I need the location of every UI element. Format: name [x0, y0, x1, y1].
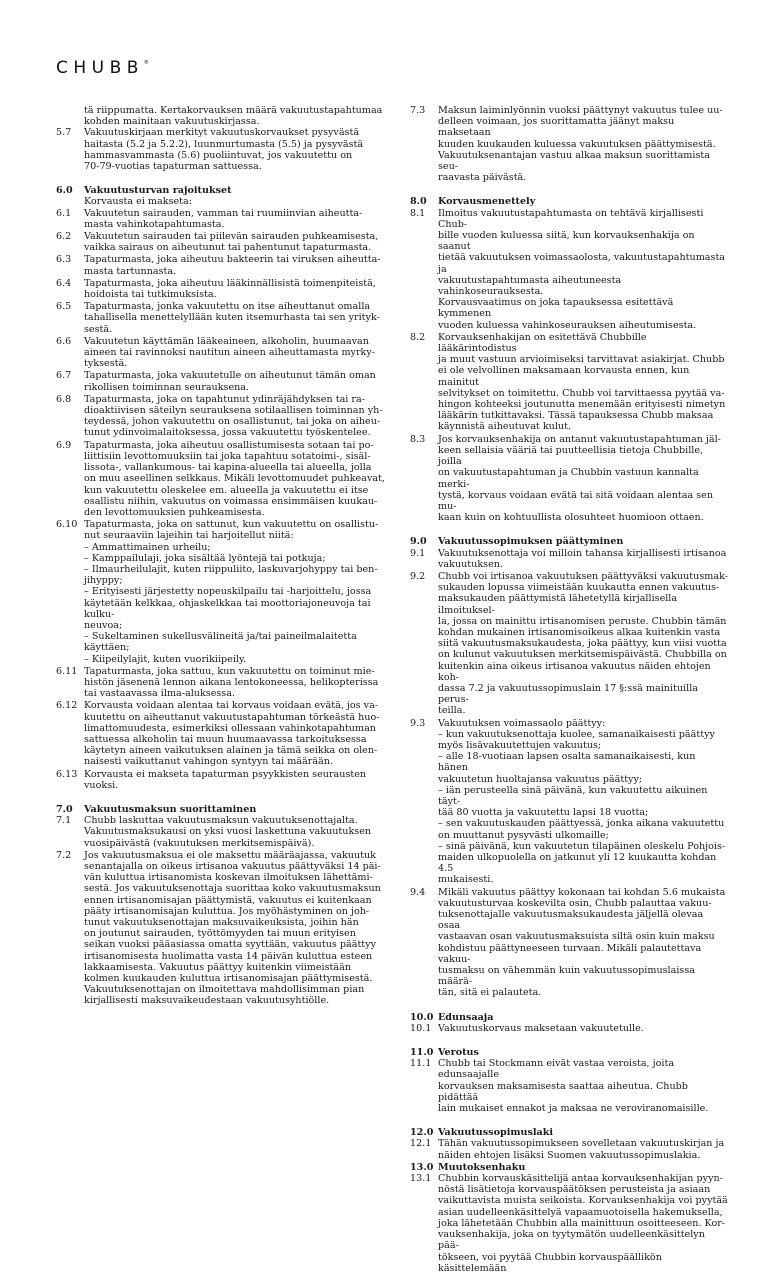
clause-text: Tapaturmasta, joka on tapahtunut ydinräjähdyksen tai ra- dioaktiivisen säteilyn seurauksena sotilaallisen toiminnan yh- teydessä, johon vakuutettu on osallistunut, tai joka on aiheu- tunut ydinvoimalaitoksessa, jossa vakuutettu työskentelee. — [84, 393, 383, 439]
clause-text: Chubbin korvauskäsittelijä antaa korvauksenhakijan pyyn- nöstä lisätietoja korvauspäätöksen perusteista ja asiaan vaikuttavista muista seikoista. Korvauksenhakija voi pyytää asian uudelleenkäsittelyä vapaamuotoisella hakemuksella, joka lähetetään Chubbin alla mainittuun osoitteeseen. Kor- vauksenhakija, joka on tyytymätön uudelleenkäsittelyn pää- tökseen, voi pyytää Chubbin korvauspäällikön käsittelemään — [438, 1173, 728, 1274]
section-number: 10.0 — [410, 1011, 434, 1023]
clause-6-4 — [56, 278, 396, 300]
clause-13-1 — [410, 1173, 728, 1274]
clause-text: Vakuutuskorvaus maksetaan vakuutetulle. — [438, 1022, 644, 1034]
clause-6-10 — [56, 519, 396, 665]
clause-text: Vakuutetun sairauden, vamman tai ruumiinvian aiheutta- masta vahinkotapahtumasta. — [84, 207, 363, 230]
section-number: 7.0 — [56, 803, 73, 815]
clause-number: 6.12 — [56, 700, 78, 712]
section-title: Korvausmenettely — [438, 196, 536, 208]
clause-7-3 — [410, 105, 728, 183]
clause-text: Ilmoitus vakuutustapahtumasta on tehtävä kirjallisesti Chub- bille vuoden kuluessa siitä, kun korvauksenhakija on saanut tietää vakuutuksen voimassaolosta, vakuutustapahtumasta ja vakuutustapahtumasta aiheutuneesta vahinkoseurauksesta. Korvausvaatimus on joka tapauksessa esitettävä kymmenen vuoden kuluessa vahinkoseurauksen aiheutumisesta. — [438, 207, 726, 331]
clause-number: 6.4 — [56, 277, 72, 289]
clause-number: 7.2 — [56, 849, 72, 861]
clause-text: Mikäli vakuutus päättyy kokonaan tai kohdan 5.6 mukaista vakuutusturvaa koskevilta osin, Chubb palauttaa vakuu- tuksenottajalle vakuutusmaksukaudesta jäljellä olevaa osaa vastaavan osan vakuutusmaksuista siltä osin kuin maksu kohdistuu päättyneeseen turvaan. Mikäli palautettava vakuu- tusmaksu on vähemmän kuin vakuutussopimuslaissa määrä- tän, sitä ei palauteta. — [438, 886, 726, 999]
clause-number: 6.1 — [56, 207, 72, 219]
clause-number: 9.4 — [410, 886, 426, 898]
clause-7-1 — [56, 815, 396, 849]
clause-8-3 — [410, 434, 728, 524]
clause-number: 10.1 — [410, 1022, 432, 1034]
section-number: 6.0 — [56, 185, 73, 197]
clause-6-5 — [56, 301, 396, 335]
clause-number: 6.5 — [56, 301, 72, 313]
clause-number: 8.1 — [410, 207, 426, 219]
clause-number: 6.3 — [56, 254, 72, 266]
clause-6-1 — [56, 208, 396, 230]
clause-number: 13.1 — [410, 1173, 432, 1185]
clause-text: Maksun laiminlyönnin vuoksi päättynyt vakuutus tulee uu- delleen voimaan, jos suorittamatta jäänyt maksu maksetaan kuuden kuukauden kuluessa vakuutuksen päättymisestä. Vakuutuksenantajan vastuu alkaa maksun suorittamista seu- raavasta päivästä. — [438, 105, 723, 184]
section-title: Vakuutusmaksun suorittaminen — [84, 803, 257, 815]
section-title: Verotus — [438, 1047, 479, 1059]
clause-9-4 — [410, 887, 728, 999]
section-number: 11.0 — [410, 1047, 434, 1059]
section-title: Muutoksenhaku — [438, 1161, 526, 1173]
clause-text: Korvauksenhakijan on esitettävä Chubbille lääkärintodistus ja muut vastuun arvioimiseksi tarvittavat asiakirjat. Chubb ei ole velvollinen maksamaan korvausta ennen, kun mainitut selvitykset on toimitettu. Chubb voi tarvittaessa pyytää va- hingon kohteeksi joutunutta menemään erityisesti nimetyn lääkärin tutkittavaksi. Tässä tapauksessa Chubb maksaa käynnistä aiheutuvat kulut. — [438, 331, 726, 433]
clause-text: Tapaturmasta, joka aiheutuu osallistumisesta sotaan tai po- liittisiin levottomuuksiin tai joka tapahtuu sotatoimi-, sisäl- lissota-, vallankumous- tai kapina-alueella tai alueella, jolla on muu aseellinen selkkaus. Mikäli levottomuudet puhkeavat, kun vakuutettu oleskelee em. alueella ja vakuutettu ei itse osallistu niihin, vakuutus on voimassa ensimmäisen kuukau- den levottomuuksien puhkeamisesta. — [84, 439, 385, 518]
clause-text: Chubb tai Stockmann eivät vastaa veroista, joita edunsaajalle korvauksen maksamisesta saattaa aiheutua. Chubb pidättää lain mukaiset ennakot ja maksaa ne veroviranomaisille. — [438, 1058, 709, 1115]
clause-number: 7.3 — [410, 105, 426, 116]
section-title: Vakuutusturvan rajoitukset — [84, 185, 232, 197]
section-number: 9.0 — [410, 536, 427, 548]
clause-6-12 — [56, 700, 396, 767]
clause-number: 9.2 — [410, 570, 426, 582]
clause-number: 9.3 — [410, 717, 426, 729]
clause-number: 6.9 — [56, 439, 72, 451]
section-heading-11 — [410, 1047, 728, 1058]
clause-text: Chubb voi irtisanoa vakuutuksen päättyväksi vakuutusmak- sukauden lopussa viimeistään kuukautta ennen vakuutus- maksukauden päättymistä lähetetyllä kirjallisella ilmoituksel- la, jossa on mainittu irtisanomisen peruste. Chubbin tämän kohdan mukainen irtisanomisoikeus alkaa kuitenkin vasta siitä vakuutusmaksukaudesta, joka päättyy, kun viisi vuotta on kulunut vakuutuksen merkitsemispäivästä. Chubbilla on kuitenkin aina oikeus irtisanoa vakuutus näiden ehtojen koh- dassa 7.2 ja vakuutussopimuslain 17 §:ssä mainituilla perus- teilla. — [438, 570, 728, 717]
clause-number: 6.6 — [56, 335, 72, 347]
clause-6-3 — [56, 254, 396, 276]
section-heading-13 — [410, 1162, 728, 1173]
section-heading-6 — [56, 185, 396, 196]
clause-11-1 — [410, 1058, 728, 1114]
section-heading-8 — [410, 196, 728, 207]
clause-text: Tähän vakuutussopimukseen sovelletaan vakuutuskirjan ja näiden ehtojen lisäksi Suomen vakuutussopimuslakia. — [438, 1138, 725, 1161]
clause-number: 6.11 — [56, 665, 78, 677]
clause-text: Vakuutuksen voimassaolo päättyy: – kun vakuutuksenottaja kuolee, samanaikaisesti päättyy myös lisävakuutettujen vakuutus; – alle 18-vuotiaan lapsen osalta samanaikaisesti, kun hänen vakuutetun huoltajansa vakuutus päättyy; – iän perusteella sinä päivänä, kun vakuutettu aikuinen täyt- tää 80 vuotta ja vakuutettu lapsi 18 vuotta; – sen vakuutuskauden päättyessä, jonka aikana vakuutettu on muuttanut pysyvästi ulkomaille; – sinä päivänä, kun vakuutetun tilapäinen oleskelu Pohjois- maiden ulkopuolella on jatkunut yli 12 kuukautta kohdan 4.5 mukaisesti. — [438, 717, 726, 886]
left-column — [56, 105, 396, 1008]
section-heading-7 — [56, 804, 396, 815]
clause-10-1 — [410, 1023, 728, 1034]
clause-text: Jos korvauksenhakija on antanut vakuutustapahtuman jäl- keen sellaisia vääriä tai puutteellisia tietoja Chubbille, joilla on vakuutustapahtuman ja Chubbin vastuun kannalta merki- tystä, korvaus voidaan evätä tai sitä voidaan alentaa sen mu- kaan kuin on kohtuullista olosuhteet huomioon ottaen. — [438, 433, 721, 524]
section-title: Edunsaaja — [438, 1011, 494, 1023]
clause-text: Tapaturmasta, joka sattuu, kun vakuutettu on toiminut mie- histön jäsenenä lennon aikana lentokoneessa, helikopterissa tai vastaavassa ilma-aluksessa. — [84, 665, 379, 700]
clause-text: Tapaturmasta, joka on sattunut, kun vakuutettu on osallistu- nut seuraaviin lajeihin tai harjoitellut niitä: – Ammattimainen urheilu; – Kamppailulaji, joka sisältää lyöntejä tai potkuja; – Ilmaurheilulajit, kuten riippuliito, laskuvarjohyppy tai ben- jihyppy; – Erityisesti järjestetty nopeuskilpailu tai -harjoittelu, jossa käytetään kelkkaa, ohjaskelkkaa tai moottoriajoneuvoja tai kulku- neuvoa; – Sukeltaminen sukellusvälineitä ja/tai paineilmalaitetta käyttäen; – Kiipeilylajit, kuten vuorikiipeily. — [84, 519, 379, 665]
clause-number: 6.8 — [56, 393, 72, 405]
section-heading-10 — [410, 1012, 728, 1023]
clause-8-2 — [410, 332, 728, 433]
clause-8-1 — [410, 208, 728, 331]
clause-9-2 — [410, 571, 728, 717]
clause-6-7 — [56, 370, 396, 392]
clause-6-8 — [56, 394, 396, 439]
clause-6-11 — [56, 666, 396, 700]
clause-number: 8.2 — [410, 331, 426, 343]
clause-number: 6.7 — [56, 370, 72, 382]
clause-9-1 — [410, 548, 728, 570]
clause-12-1 — [410, 1138, 728, 1160]
clause-number: 6.2 — [56, 231, 72, 243]
clause-number: 12.1 — [410, 1138, 432, 1150]
section-5-continuation: tä riippumatta. Kertakorvauksen määrä vakuutustapahtumaa kohden mainitaan vakuutuskirjassa. — [84, 105, 383, 128]
clause-number: 6.10 — [56, 519, 78, 531]
section-title: Vakuutussopimuslaki — [438, 1127, 554, 1139]
clause-6-6 — [56, 336, 396, 370]
logo-text: CHUBB — [56, 58, 144, 78]
clause-text: Vakuutuksenottaja voi milloin tahansa kirjallisesti irtisanoa vakuutuksen. — [438, 547, 727, 570]
section-heading-9 — [410, 536, 728, 547]
clause-7-2 — [56, 850, 396, 1007]
section-intro: Korvausta ei makseta: — [84, 196, 192, 208]
clause-text: Tapaturmasta, joka aiheutuu bakteerin tai viruksen aiheutta- masta tartunnasta. — [84, 254, 381, 277]
clause-text: Jos vakuutusmaksua ei ole maksettu määräajassa, vakuutuk senantajalla on oikeus irtisanoa vakuutus päättyväksi 14 päi- vän kuluttua irtisanomista koskevan ilmoituksen lähettämi- sestä. Jos vakuutuksenottaja suorittaa koko vakuutusmaksun ennen irtisanomisajan päättymistä, vakuutus ei kuitenkaan pääty irtisanomisajan kuluttua. Jos myöhästyminen on joh- tunut vakuutuksenottajan maksuvaikeuksista, joihin hän on joutunut sairauden, työttömyyden tai muun erityisen seikan vuoksi pääasiassa omatta syyttään, vakuutus päättyy irtisanomisesta huolimatta vasta 14 päivän kuluttua esteen lakkaamisesta. Vakuutus päättyy kuitenkin viimeistään kolmen kuukauden kuluttua irtisanomisajan päättymisestä. Vakuutuksenottajan on ilmoitettava mahdollisimman pian kirjallisesti maksuvaikeudestaan vakuutusyhtiölle. — [84, 849, 381, 1007]
clause-text: Chubb laskuttaa vakuutusmaksun vakuutuksenottajalta. Vakuutusmaksukausi on yksi vuosi laskettuna vakuutuksen vuosipäivästä (vakuutuksen merkitsemispäivä). — [84, 815, 372, 849]
clause-number: 6.13 — [56, 768, 78, 780]
clause-number: 8.3 — [410, 433, 426, 445]
clause-text: Vakuutetun käyttämän lääkeaineen, alkoholin, huumaavan aineen tai ravinnoksi nautitun aineen aiheuttamasta myrky- tyksestä. — [84, 335, 376, 370]
clause-6-13 — [56, 769, 396, 791]
right-column — [410, 105, 728, 1275]
section-number: 8.0 — [410, 196, 427, 208]
clause-text: Korvausta voidaan alentaa tai korvaus voidaan evätä, jos va- kuutettu on aiheuttanut vakuutustapahtuman törkeästä huo- limattomuudesta, esimerkiksi ollessaan vahinkotapahtuman sattuessa alkoholin tai muun huumaavassa tarkoituksessa käytetyn aineen vaikutuksen alainen ja tämä seikka on olen- naisesti vaikuttanut vahingon syntyyn tai määrään. — [84, 700, 380, 768]
clause-number: 11.1 — [410, 1058, 432, 1070]
clause-5-7 — [56, 127, 396, 172]
clause-6-2 — [56, 231, 396, 253]
clause-text: Tapaturmasta, joka vakuutetulle on aiheutunut tämän oman rikollisen toiminnan seurauksena. — [84, 370, 376, 393]
clause-6-9 — [56, 440, 396, 518]
section-number: 12.0 — [410, 1127, 434, 1139]
clause-text: Vakuutetun sairauden tai piilevän sairauden puhkeamisesta, vaikka sairaus on aiheutunut tai pahentunut tapaturmasta. — [84, 231, 379, 254]
clause-text: Tapaturmasta, joka aiheutuu lääkinnällisistä toimenpiteistä, hoidoista tai tutkimuksista. — [84, 277, 376, 301]
clause-9-3 — [410, 718, 728, 886]
clause-number: 9.1 — [410, 547, 426, 559]
section-number: 13.0 — [410, 1161, 434, 1173]
clause-number: 7.1 — [56, 815, 72, 827]
registered-mark: ® — [143, 60, 149, 66]
section-title: Vakuutussopimuksen päättyminen — [438, 536, 624, 548]
clause-text: Vakuutuskirjaan merkityt vakuutuskorvaukset pysyvästä haitasta (5.2 ja 5.2.2), luunmurtumasta (5.5) ja pysyvästä hammasvammasta (5.6) puoliintuvat, jos vakuutettu on 70-79-vuotias tapaturman sattuessa. — [84, 127, 364, 173]
clause-number: 5.7 — [56, 127, 72, 139]
clause-text: Tapaturmasta, jonka vakuutettu on itse aiheuttanut omalla tahallisella menettelyllään kuten itsemurhasta tai sen yrityk- sestä. — [84, 301, 380, 335]
chubb-logo — [56, 58, 149, 78]
section-heading-12 — [410, 1127, 728, 1138]
clause-text: Korvausta ei makseta tapaturman psyykkisten seurausten vuoksi. — [84, 768, 367, 791]
